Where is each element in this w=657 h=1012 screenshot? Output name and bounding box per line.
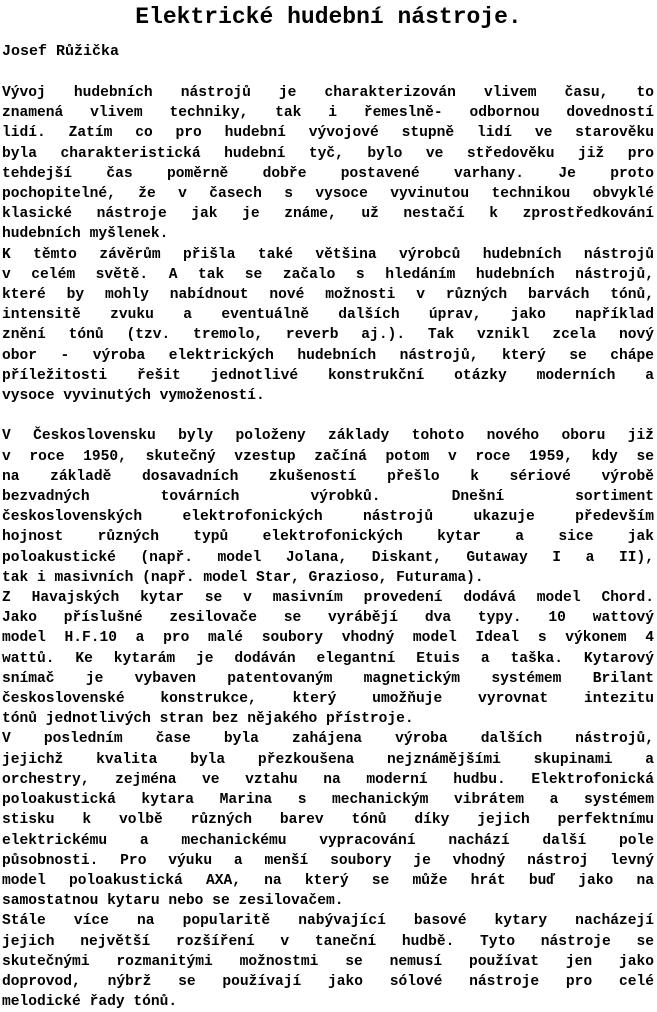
body-paragraph <box>2 729 654 911</box>
text-line: hudebních myšlenek. <box>2 226 169 243</box>
text-line: orchestry, zejména ve vztahu na moderní hudbu. Elektrofonická <box>2 771 654 788</box>
text-line: model poloakustická AXA, na který se může hrát buď jako na <box>2 872 654 889</box>
text-line: melodické řady tónů. <box>2 994 178 1011</box>
text-line: klasické nástroje jak je známe, už nestačí k zprostředkování <box>2 206 654 223</box>
text-line: byla charakteristická hudební tyč, bylo ve středověku již pro <box>2 145 654 162</box>
text-line: intensitě zvuku a eventuálně dalších úprav, jako například <box>2 307 654 324</box>
text-line: pochopitelné, že v časech s vysoce vyvinutou technikou obvyklé <box>2 186 654 203</box>
paragraph-spacer <box>2 406 654 426</box>
text-line: jejichž kvalita byla přezkoušena nejznámějšími skupinami a <box>2 751 654 768</box>
text-line: tak i masivních (např. model Star, Grazioso, Futurama). <box>2 569 484 586</box>
text-line: poloakustické (např. model Jolana, Diskant, Gutaway I a II), <box>2 549 654 566</box>
text-line: příležitosti řešit jednotlivé konstrukční otázky moderních a <box>2 367 654 384</box>
text-line: K těmto závěrům přišla také většina výrobců hudebních nástrojů <box>2 246 654 263</box>
text-line: snímač je vybaven patentovaným magnetickým systémem Brilant <box>2 670 654 687</box>
text-line: československých elektrofonických nástrojů ukazuje především <box>2 509 654 526</box>
text-line: V posledním čase byla zahájena výroba dalších nástrojů, <box>2 731 654 748</box>
body-paragraph <box>2 426 654 588</box>
text-line: tehdejší čas poměrně dobře postavené varhany. Je proto <box>2 165 654 182</box>
text-line: doprovod, nýbrž se používají jako sólové nástroje pro celé <box>2 973 654 990</box>
text-line: československé konstrukce, který umožňuje vyrovnat intezitu <box>2 691 654 708</box>
text-line: wattů. Ke kytarám je dodáván elegantní Etuis a taška. Kytarový <box>2 650 654 667</box>
text-line: Jako příslušné zesilovače se vyrábějí dva typy. 10 wattový <box>2 610 654 627</box>
text-line: znamená vlivem techniky, tak i řemeslně- odbornou dovedností <box>2 105 654 122</box>
text-line: stisku k volbě různých barev tónů díky jejich perfektnímu <box>2 812 654 829</box>
text-line: Stále více na popularitě nabývající basové kytary nacházejí <box>2 913 654 930</box>
document-body <box>2 83 654 1012</box>
text-line: tónů jednotlivých stran bez nějakého přístroje. <box>2 711 414 728</box>
body-paragraph <box>2 83 654 245</box>
text-line: Vývoj hudebních nástrojů je charakterizován vlivem času, to <box>2 85 654 101</box>
author-name: Josef Růžička <box>2 43 120 60</box>
text-line: vysoce vyvinutých vymožeností. <box>2 388 265 405</box>
text-line: působnosti. Pro výuku a menší soubory je vhodný nástroj levný <box>2 852 654 869</box>
text-line: hojnost různých typů elektrofonických kytar a sice jak <box>2 529 654 546</box>
text-line: na základě dosavadních zkušeností přešlo k sériové výrobě <box>2 468 654 485</box>
body-paragraph <box>2 245 654 407</box>
text-line: Z Havajských kytar se v masivním provedení dodává model Chord. <box>2 590 654 607</box>
text-line: samostatnou kytaru nebo se zesilovačem. <box>2 893 344 910</box>
text-line: V Československu byly položeny základy tohoto nového oboru již <box>2 428 654 445</box>
body-paragraph <box>2 588 654 729</box>
text-line: poloakustická kytara Marina s mechanickým vibrátem a systémem <box>2 792 654 809</box>
text-line: znění tónů (tzv. tremolo, reverb aj.). Tak vznikl zcela nový <box>2 327 654 344</box>
text-line: skutečnými rozmanitými možnostmi se nemusí používat jen jako <box>2 953 654 970</box>
text-line: elektrickému a mechanickému vypracování nachází další pole <box>2 832 654 849</box>
body-paragraph <box>2 911 654 1012</box>
document-title: Elektrické hudební nástroje. <box>135 4 522 30</box>
text-line: bezvadných továrních výrobků. Dnešní sortiment <box>2 489 654 506</box>
text-line: které by mohly nabídnout nové možnosti v různých barvách tónů, <box>2 287 654 304</box>
text-line: model H.F.10 a pro malé soubory vhodný model Ideal s výkonem 4 <box>2 630 654 647</box>
text-line: lidí. Zatím co pro hudební vývojové stupně lidí ve starověku <box>2 125 654 142</box>
text-line: v celém světě. A tak se začalo s hledáním hudebních nástrojů, <box>2 266 654 283</box>
text-line: jejich největší rozšíření v taneční hudbě. Tyto nástroje se <box>2 933 654 950</box>
text-line: v roce 1950, skutečný vzestup začíná potom v roce 1959, kdy se <box>2 448 654 465</box>
text-line: obor - výroba elektrických hudebních nástrojů, který se chápe <box>2 347 654 364</box>
